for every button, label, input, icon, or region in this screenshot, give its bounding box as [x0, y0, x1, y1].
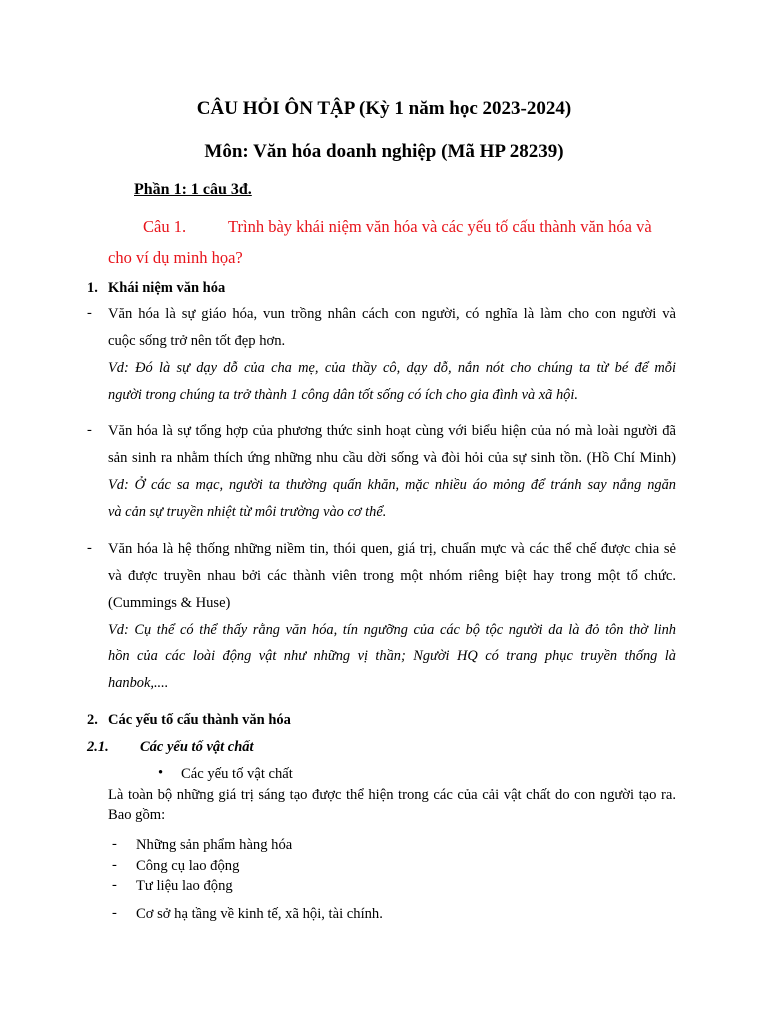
dash-marker: -	[87, 305, 92, 321]
dash-marker: -	[112, 857, 117, 873]
paragraph-line: Văn hóa là sự tổng hợp của phương thức sinh hoạt cùng với biểu hiện của nó mà loài người đã	[108, 423, 676, 439]
paragraph-line: (Cummings & Huse)	[108, 595, 231, 611]
paragraph-line: sản sinh ra nhằm thích ứng những nhu cầu dời sống và đòi hỏi của sự sinh tồn. (Hồ Chí Minh)	[108, 450, 676, 466]
example-line: người trong chúng ta trở thành 1 công dân tốt sống có ích cho gia đình và xã hội.	[108, 387, 578, 403]
dash-marker: -	[87, 422, 92, 438]
example-line: Vd: Đó là sự dạy dỗ của cha mẹ, của thầy cô, dạy dỗ, nắn nót cho chúng ta từ bé để mỗi	[108, 360, 676, 376]
paragraph-line: Văn hóa là sự giáo hóa, vun trồng nhân cách con người, có nghĩa là làm cho con người và	[108, 306, 676, 322]
section-2-heading: Các yếu tố cấu thành văn hóa	[108, 712, 291, 728]
paragraph-line: Văn hóa là hệ thống những niềm tin, thói quen, giá trị, chuẩn mực và các thể chế được chia sẻ	[108, 541, 676, 557]
dash-marker: -	[112, 877, 117, 893]
section-1-number: 1.	[87, 280, 98, 296]
paragraph-line: và được truyền nhau bởi các thành viên trong một nhóm riêng biệt hay trong một tổ chức.	[108, 568, 676, 584]
description-line: Là toàn bộ những giá trị sáng tạo được thể hiện trong các của cải vật chất do con người tạo ra.	[108, 787, 676, 803]
section-2-number: 2.	[87, 712, 98, 728]
example-line: Vd: Ở các sa mạc, người ta thường quấn khăn, mặc nhiều áo mỏng để tránh say nắng ngăn	[108, 477, 676, 493]
example-line: và cản sự truyền nhiệt từ môi trường vào cơ thể.	[108, 504, 387, 520]
list-item: Những sản phẩm hàng hóa	[136, 837, 293, 853]
question-line-2: cho ví dụ minh họa?	[108, 248, 243, 267]
question-line-1: Trình bày khái niệm văn hóa và các yếu tố cấu thành văn hóa và	[228, 217, 652, 236]
question-label: Câu 1.	[143, 217, 187, 236]
subject-line: Môn: Văn hóa doanh nghiệp (Mã HP 28239)	[204, 141, 564, 162]
dash-marker: -	[87, 540, 92, 556]
dash-marker: -	[112, 905, 117, 921]
part-heading: Phần 1: 1 câu 3đ.	[134, 181, 252, 198]
dash-marker: -	[112, 836, 117, 852]
paragraph-line: cuộc sống trở nên tốt đẹp hơn.	[108, 333, 286, 349]
subsection-number: 2.1.	[87, 739, 109, 755]
list-item: Cơ sở hạ tầng về kinh tế, xã hội, tài chính.	[136, 906, 383, 922]
subsection-heading: Các yếu tố vật chất	[140, 739, 254, 755]
section-1-heading: Khái niệm văn hóa	[108, 280, 226, 296]
example-line: hanbok,....	[108, 675, 169, 691]
example-line: Vd: Cụ thể có thể thấy rằng văn hóa, tín ngưỡng của các bộ tộc người da là đỏ tôn thờ linh	[108, 622, 676, 638]
document-title: CÂU HỎI ÔN TẬP (Kỳ 1 năm học 2023-2024)	[196, 98, 572, 119]
example-line: hồn của các loài động vật như những vị thần; Người HQ có trang phục truyền thống là	[108, 648, 676, 664]
description-line: Bao gồm:	[108, 807, 166, 823]
bullet-dot: •	[158, 765, 164, 781]
bullet-text: Các yếu tố vật chất	[181, 766, 293, 782]
list-item: Công cụ lao động	[136, 858, 240, 874]
list-item: Tư liệu lao động	[136, 878, 233, 894]
